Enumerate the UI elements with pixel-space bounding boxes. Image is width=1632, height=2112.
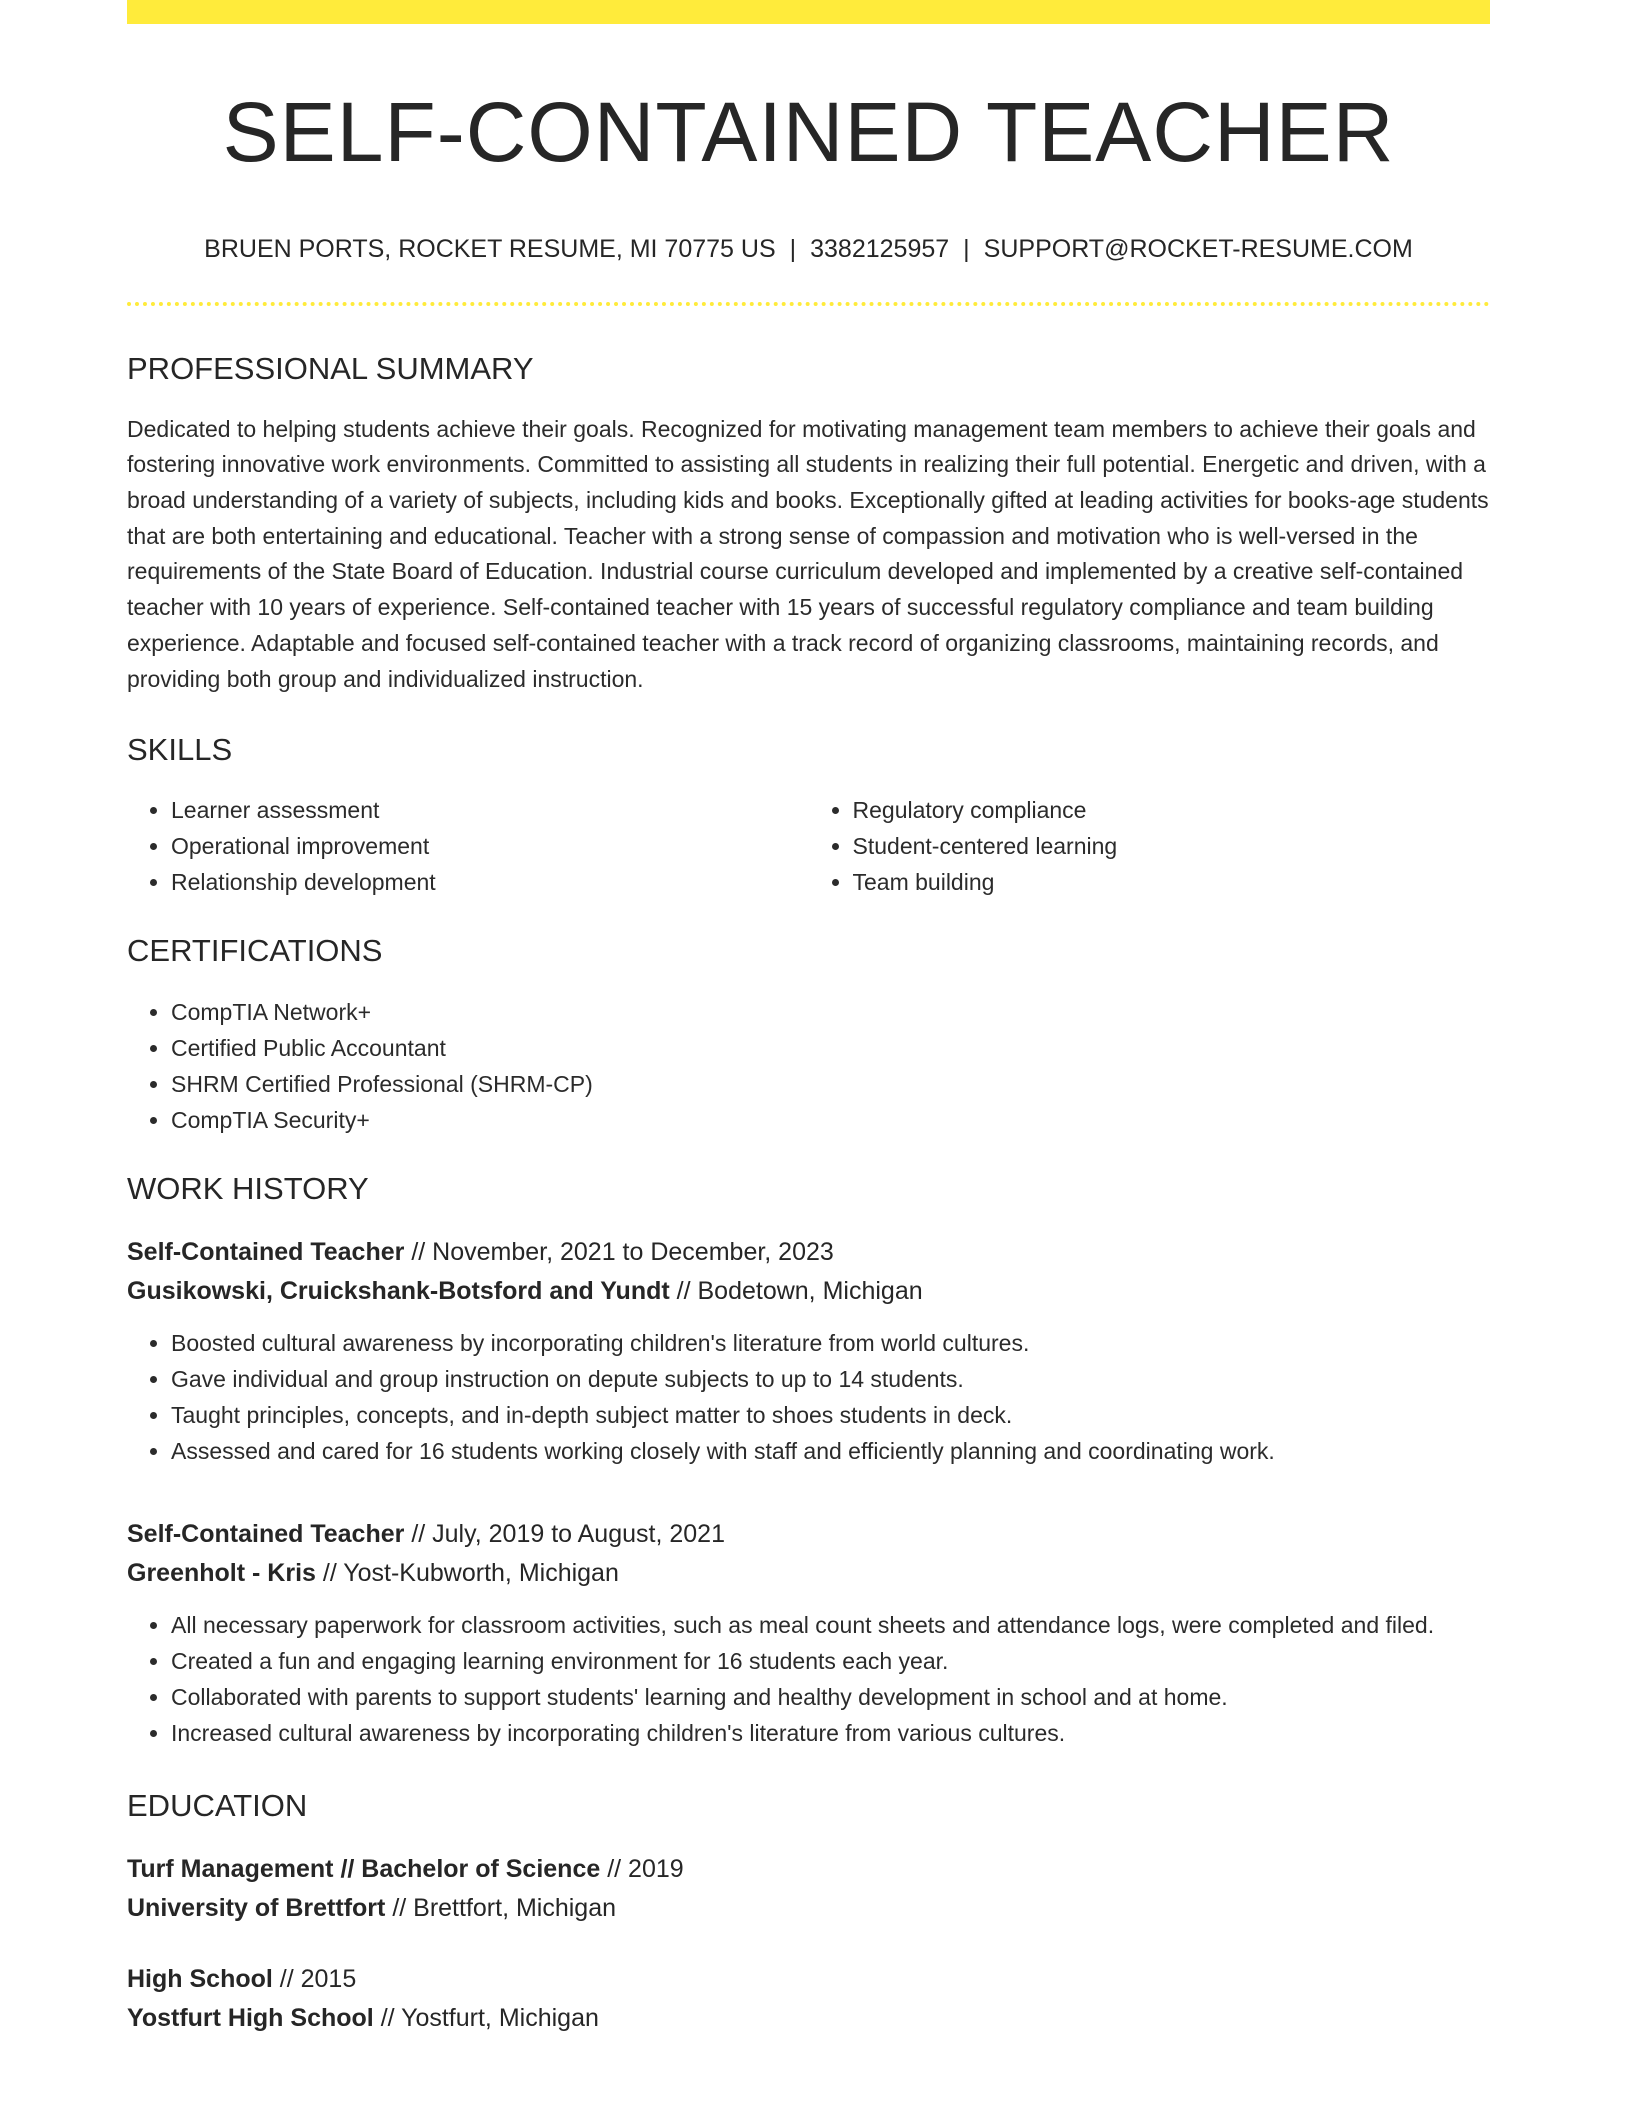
education-year: // 2015 bbox=[272, 1964, 357, 1993]
education-degree-line bbox=[127, 1960, 1490, 1999]
contact-separator: | bbox=[789, 235, 797, 264]
certification-item: • SHRM Certified Professional (SHRM-CP) bbox=[171, 1066, 1490, 1102]
job-bullet: • Assessed and cared for 16 students working closely with staff and efficiently planning and coordinating work. bbox=[171, 1433, 1490, 1469]
top-accent-bar bbox=[127, 0, 1490, 24]
job-role-line bbox=[127, 1515, 1490, 1554]
job-bullet: • Gave individual and group instruction on depute subjects to up to 14 students. bbox=[171, 1361, 1490, 1397]
job-bullet: • All necessary paperwork for classroom activities, such as meal count sheets and attendance logs, were completed and filed. bbox=[171, 1607, 1490, 1643]
education-year: // 2019 bbox=[600, 1854, 684, 1883]
skills-heading: SKILLS bbox=[127, 732, 233, 768]
work-history-heading: WORK HISTORY bbox=[127, 1170, 369, 1206]
job-bullet: • Increased cultural awareness by incorporating children's literature from various cultures. bbox=[171, 1715, 1490, 1751]
job-role: Self-Contained Teacher bbox=[127, 1237, 405, 1266]
job-bullet: • Taught principles, concepts, and in-depth subject matter to shoes students in deck. bbox=[171, 1397, 1490, 1433]
skill-item: • Learner assessment bbox=[171, 792, 809, 828]
job-entry bbox=[127, 1515, 1490, 1751]
job-dates: // November, 2021 to December, 2023 bbox=[404, 1237, 834, 1266]
education-location: // Brettfort, Michigan bbox=[385, 1893, 617, 1922]
resume-title: SELF-CONTAINED TEACHER bbox=[222, 85, 1395, 179]
dotted-divider bbox=[127, 302, 1490, 306]
education-heading: EDUCATION bbox=[127, 1787, 308, 1823]
skill-item: • Student-centered learning bbox=[853, 828, 1491, 864]
education-entry bbox=[127, 1850, 1490, 1928]
skills-list-right bbox=[809, 792, 1491, 900]
certifications-heading: CERTIFICATIONS bbox=[127, 933, 383, 969]
education-degree: High School bbox=[127, 1964, 273, 1993]
certification-item: • Certified Public Accountant bbox=[171, 1030, 1490, 1066]
skill-item: • Relationship development bbox=[171, 864, 809, 900]
job-bullets bbox=[127, 1607, 1490, 1751]
contact-separator: | bbox=[963, 235, 970, 264]
education-school-line bbox=[127, 1889, 1490, 1928]
job-dates: // July, 2019 to August, 2021 bbox=[404, 1519, 725, 1548]
certifications-list bbox=[127, 994, 1490, 1138]
education-location: // Yostfurt, Michigan bbox=[373, 2003, 599, 2032]
job-company: Greenholt - Kris bbox=[127, 1558, 316, 1587]
job-company-line bbox=[127, 1272, 1490, 1311]
contact-phone: 3382125957 bbox=[810, 235, 950, 264]
resume-page bbox=[127, 0, 1490, 2038]
job-company-line bbox=[127, 1554, 1490, 1593]
job-location: // Yost-Kubworth, Michigan bbox=[315, 1558, 619, 1587]
skill-item: • Operational improvement bbox=[171, 828, 809, 864]
education-entry bbox=[127, 1960, 1490, 2038]
summary-heading: PROFESSIONAL SUMMARY bbox=[127, 351, 534, 387]
job-bullet: • Boosted cultural awareness by incorporating children's literature from world cultures. bbox=[171, 1325, 1490, 1361]
job-bullet: • Collaborated with parents to support students' learning and healthy development in school and at home. bbox=[171, 1679, 1490, 1715]
job-bullet: • Created a fun and engaging learning environment for 16 students each year. bbox=[171, 1643, 1490, 1679]
contact-email: SUPPORT@ROCKET-RESUME.COM bbox=[983, 235, 1413, 264]
job-company: Gusikowski, Cruickshank-Botsford and Yundt bbox=[127, 1276, 670, 1305]
job-role-line bbox=[127, 1233, 1490, 1272]
skills-list-left bbox=[127, 792, 809, 900]
job-entry bbox=[127, 1233, 1490, 1469]
education-school: Yostfurt High School bbox=[127, 2003, 374, 2032]
contact-line bbox=[127, 234, 1490, 264]
job-location: // Bodetown, Michigan bbox=[669, 1276, 923, 1305]
education-degree-line bbox=[127, 1850, 1490, 1889]
job-role: Self-Contained Teacher bbox=[127, 1519, 405, 1548]
skills-columns bbox=[127, 792, 1490, 900]
job-bullets bbox=[127, 1325, 1490, 1469]
education-school-line bbox=[127, 1999, 1490, 2038]
certification-item: • CompTIA Security+ bbox=[171, 1102, 1490, 1138]
education-school: University of Brettfort bbox=[127, 1893, 386, 1922]
education-degree: Turf Management // Bachelor of Science bbox=[127, 1854, 601, 1883]
certification-item: • CompTIA Network+ bbox=[171, 994, 1490, 1030]
summary-text: Dedicated to helping students achieve their goals. Recognized for motivating management team members to achieve their goals and fostering innovative work environments. Committed to assisting all students in realizing their full potential. Energetic and driven, with a broad understanding of a variety of subjects, including kids and books. Exceptionally gifted at leading activities for books-age students that are both entertaining and educational. Teacher with a strong sense of compassion and motivation who is well-versed in the requirements of the State Board of Education. Industrial course curriculum developed and implemented by a creative self-contained teacher with 10 years of experience. Self-contained teacher with 15 years of successful regulatory compliance and team building experience. Adaptable and focused self-contained teacher with a track record of organizing classrooms, maintaining records, and providing both group and individualized instruction. bbox=[127, 415, 1489, 692]
contact-address: BRUEN PORTS, ROCKET RESUME, MI 70775 US bbox=[204, 235, 776, 264]
skill-item: • Team building bbox=[853, 864, 1491, 900]
skill-item: • Regulatory compliance bbox=[853, 792, 1491, 828]
